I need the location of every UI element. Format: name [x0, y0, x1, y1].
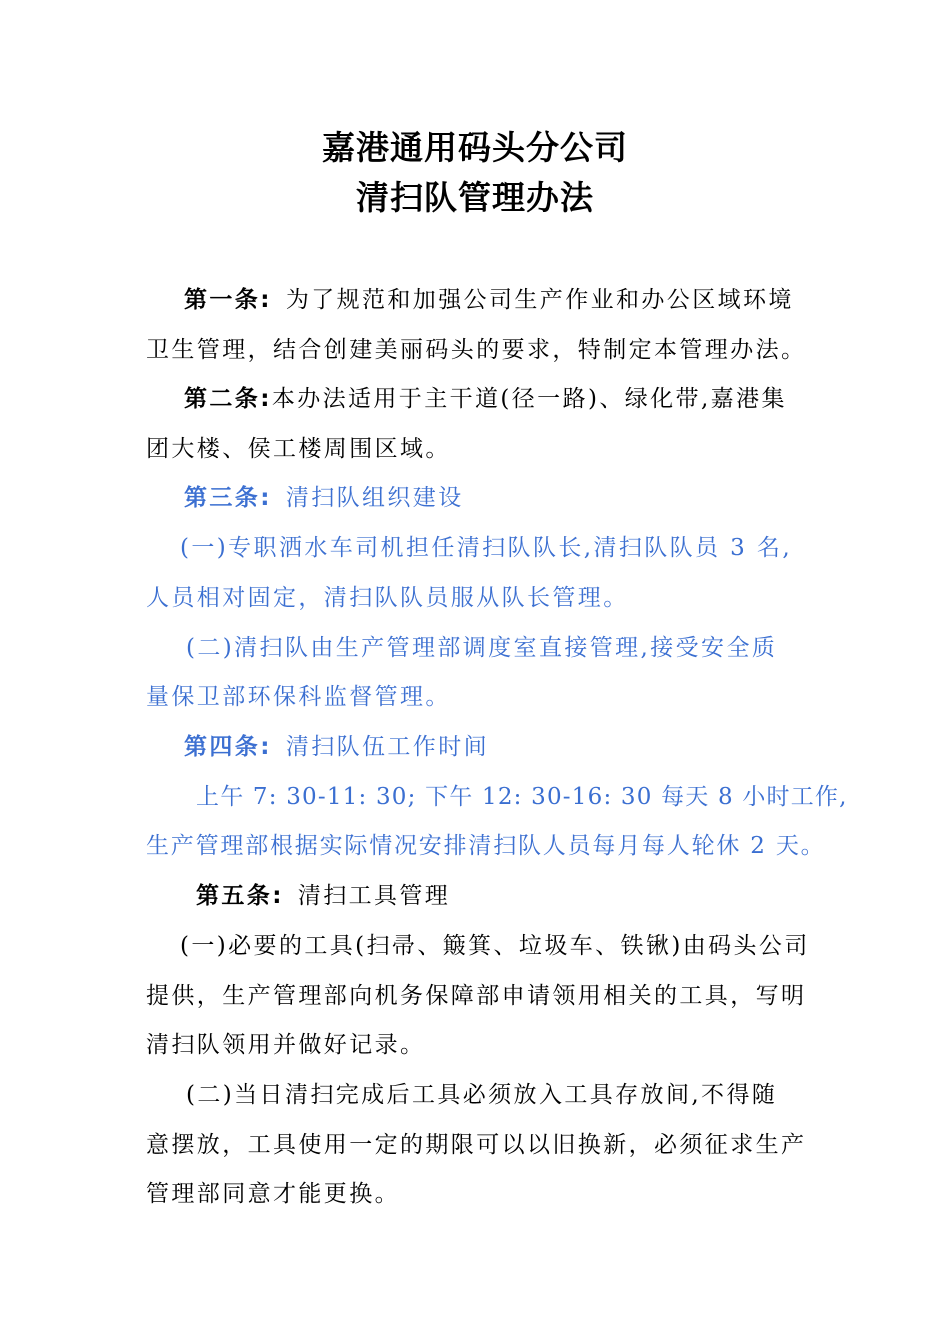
article-5-item-2-line-3: 管理部同意才能更换。 — [146, 1181, 400, 1207]
article-5-label: 第五条: — [196, 883, 284, 909]
article-1-line-2: 卫生管理，结合创建美丽码头的要求，特制定本管理办法。 — [146, 337, 807, 363]
article-5-item-2-line-1 — [146, 1079, 826, 1111]
article-3-text: 清扫队组织建设 — [285, 485, 464, 511]
title-line-2: 清扫队管理办法 — [356, 178, 594, 217]
article-4-heading — [146, 731, 826, 763]
article-3-item-1-line-2: 人员相对固定，清扫队队员服从队长管理。 — [146, 585, 629, 611]
article-5-item-2-line-2: 意摆放，工具使用一定的期限可以以旧换新，必须征求生产 — [146, 1132, 807, 1158]
article-2-line-2: 团大楼、侯工楼周围区域。 — [146, 436, 451, 462]
article-1-text: 为了规范和加强公司生产作业和办公区域环境 — [285, 287, 794, 313]
article-5-item-2-text: (二)当日清扫完成后工具必须放入工具存放间,不得随 — [186, 1082, 778, 1108]
article-1-label: 第一条: — [184, 287, 272, 313]
article-4-line-1 — [146, 781, 848, 813]
article-3-item-2-text: (二)清扫队由生产管理部调度室直接管理,接受安全质 — [186, 635, 778, 661]
article-5-text: 清扫工具管理 — [297, 883, 451, 909]
article-2-label: 第二条: — [184, 386, 272, 412]
article-3-heading — [146, 482, 826, 514]
title-line-1: 嘉港通用码头分公司 — [322, 128, 628, 167]
article-1-line-1 — [146, 284, 826, 316]
article-3-label: 第三条: — [184, 485, 272, 511]
article-5-item-1-line-1 — [146, 930, 826, 962]
article-5-item-1-line-2: 提供，生产管理部向机务保障部申请领用相关的工具，写明 — [146, 983, 807, 1009]
article-3-item-2-line-1 — [146, 632, 826, 664]
article-4-line-2: 生产管理部根据实际情况安排清扫队人员每月每人轮休 2 天。 — [146, 833, 826, 859]
article-4-text: 清扫队伍工作时间 — [285, 734, 490, 760]
article-2-line-1 — [146, 383, 826, 415]
article-4-label: 第四条: — [184, 734, 272, 760]
article-5-item-1-line-3: 清扫队领用并做好记录。 — [146, 1032, 426, 1058]
article-3-item-2-line-2: 量保卫部环保科监督管理。 — [146, 684, 451, 710]
article-3-item-1-text: (一)专职洒水车司机担任清扫队队长,清扫队队员 3 名, — [180, 535, 793, 561]
article-4-schedule: 上午 7: 30-11: 30; 下午 12: 30-16: 30 每天 8 小时工作, — [196, 784, 848, 810]
article-5-heading — [146, 880, 826, 912]
article-3-item-1-line-1 — [146, 532, 826, 564]
article-2-text: 本办法适用于主干道(径一路)、绿化带,嘉港集 — [271, 386, 787, 412]
article-5-item-1-text: (一)必要的工具(扫帚、簸箕、垃圾车、铁锹)由码头公司 — [180, 933, 810, 959]
